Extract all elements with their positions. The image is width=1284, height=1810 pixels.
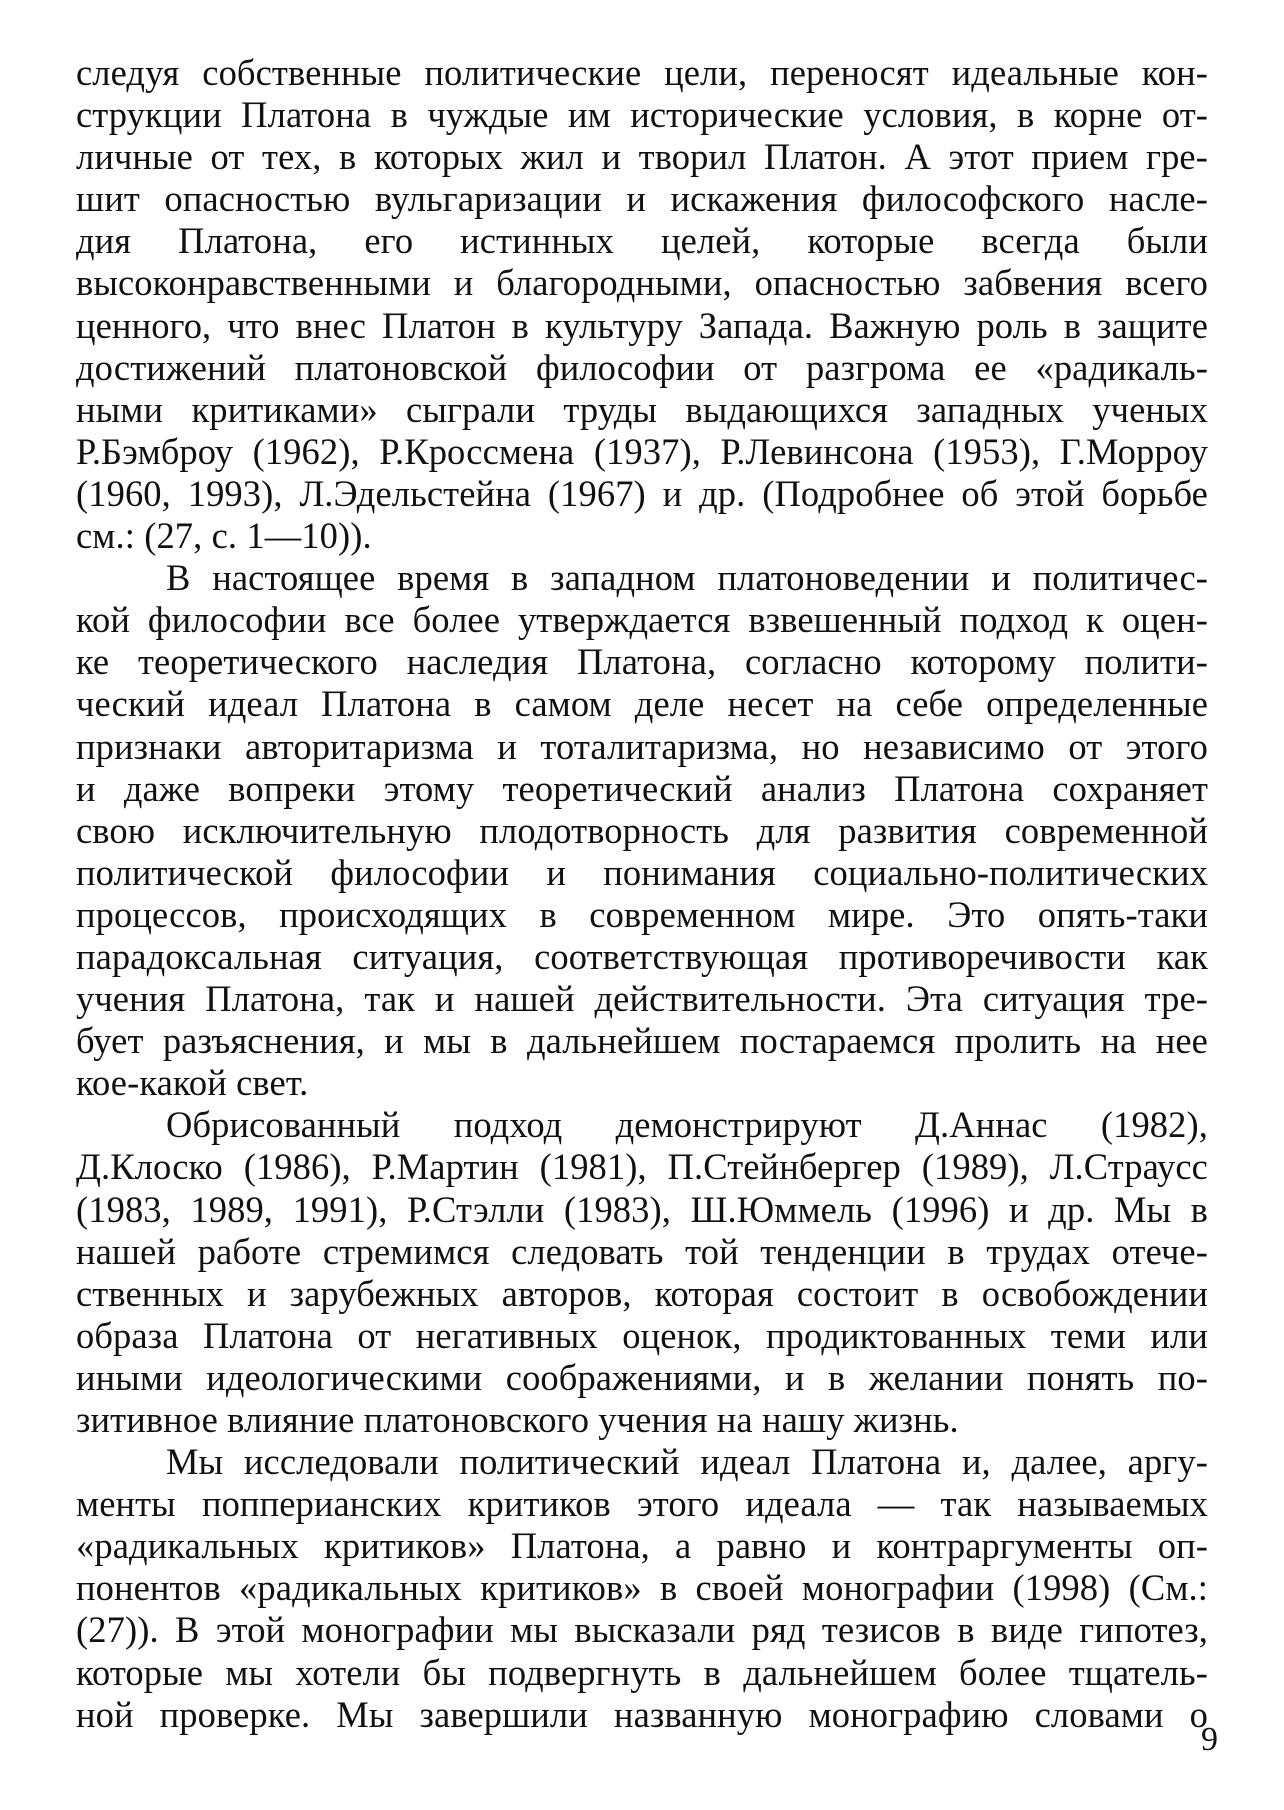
text-line: признаки авторитаризма и тоталитаризма, но независимо от этого [76,725,1208,767]
text-line: бует разъяснения, и мы в дальнейшем постараемся пролить на нее [76,1020,1208,1062]
text-line: политической философии и понимания социально-политических [76,851,1208,893]
page-number: 9 [1201,1721,1218,1758]
text-line: нашей работе стремимся следовать той тенденции в трудах отече- [76,1230,1208,1272]
text-line: ной проверке. Мы завершили названную монографию словами о [76,1693,1208,1735]
text-line: свою исключительную плодотворность для развития современной [76,809,1208,851]
text-line: образа Платона от негативных оценок, продиктованных теми или [76,1314,1208,1356]
text-line: достижений платоновской философии от разгрома ее «радикаль- [76,346,1208,388]
text-line: (1983, 1989, 1991), Р.Стэлли (1983), Ш.Юммель (1996) и др. Мы в [76,1188,1208,1230]
text-line: ственных и зарубежных авторов, которая состоит в освобождении [76,1272,1208,1314]
text-line: и даже вопреки этому теоретический анализ Платона сохраняет [76,767,1208,809]
text-line: «радикальных критиков» Платона, а равно и контраргументы оп- [76,1525,1208,1567]
text-line: ке теоретического наследия Платона, согласно которому полити- [76,641,1208,683]
text-line: см.: (27, с. 1—10)). [76,515,372,557]
text-line: шит опасностью вульгаризации и искажения философского насле- [76,178,1208,220]
text-line: понентов «радикальных критиков» в своей монографии (1998) (См.: [76,1567,1208,1609]
text-line: Д.Клоско (1986), Р.Мартин (1981), П.Стейнбергер (1989), Л.Страусс [76,1146,1208,1188]
paragraph-start-line: Мы исследовали политический идеал Платона и, далее, аргу- [166,1441,1208,1483]
text-line: иными идеологическими соображениями, и в желании понять по- [76,1356,1208,1398]
text-line: парадоксальная ситуация, соответствующая противоречивости как [76,935,1208,977]
text-line: кое-какой свет. [76,1062,309,1104]
text-line: ценного, что внес Платон в культуру Запада. Важную роль в защите [76,304,1208,346]
text-line: следуя собственные политические цели, переносят идеальные кон- [76,52,1208,93]
text-line: менты попперианских критиков этого идеала — так называемых [76,1483,1208,1525]
text-line: дия Платона, его истинных целей, которые всегда были [76,220,1208,262]
text-line: процессов, происходящих в современном мире. Это опять-таки [76,893,1208,935]
paragraph-start-line: Обрисованный подход демонстрируют Д.Аннас (1982), [166,1104,1208,1146]
text-line: ческий идеал Платона в самом деле несет на себе определенные [76,683,1208,725]
text-line: учения Платона, так и нашей действительности. Эта ситуация тре- [76,978,1208,1020]
text-line: зитивное влияние платоновского учения на нашу жизнь. [76,1399,959,1440]
text-line: струкции Платона в чуждые им исторические условия, в корне от- [76,94,1208,136]
paragraph-start-line: В настоящее время в западном платоноведении и политичес- [166,557,1208,599]
text-line: (1960, 1993), Л.Эдельстейна (1967) и др. (Подробнее об этой борьбе [76,472,1208,514]
text-line: ными критиками» сыграли труды выдающихся западных ученых [76,388,1208,430]
text-line: Р.Бэмброу (1962), Р.Кроссмена (1937), Р.Левинсона (1953), Г.Морроу [76,430,1208,472]
body-text [76,52,1208,1736]
text-line: личные от тех, в которых жил и творил Платон. А этот прием гре- [76,136,1208,178]
text-line: (27)). В этой монографии мы высказали ряд тезисов в виде гипотез, [76,1609,1208,1651]
text-line: кой философии все более утверждается взвешенный подход к оцен- [76,599,1208,641]
text-line: которые мы хотели бы подвергнуть в дальнейшем более тщатель- [76,1651,1208,1693]
text-line: высоконравственными и благородными, опасностью забвения всего [76,262,1208,304]
